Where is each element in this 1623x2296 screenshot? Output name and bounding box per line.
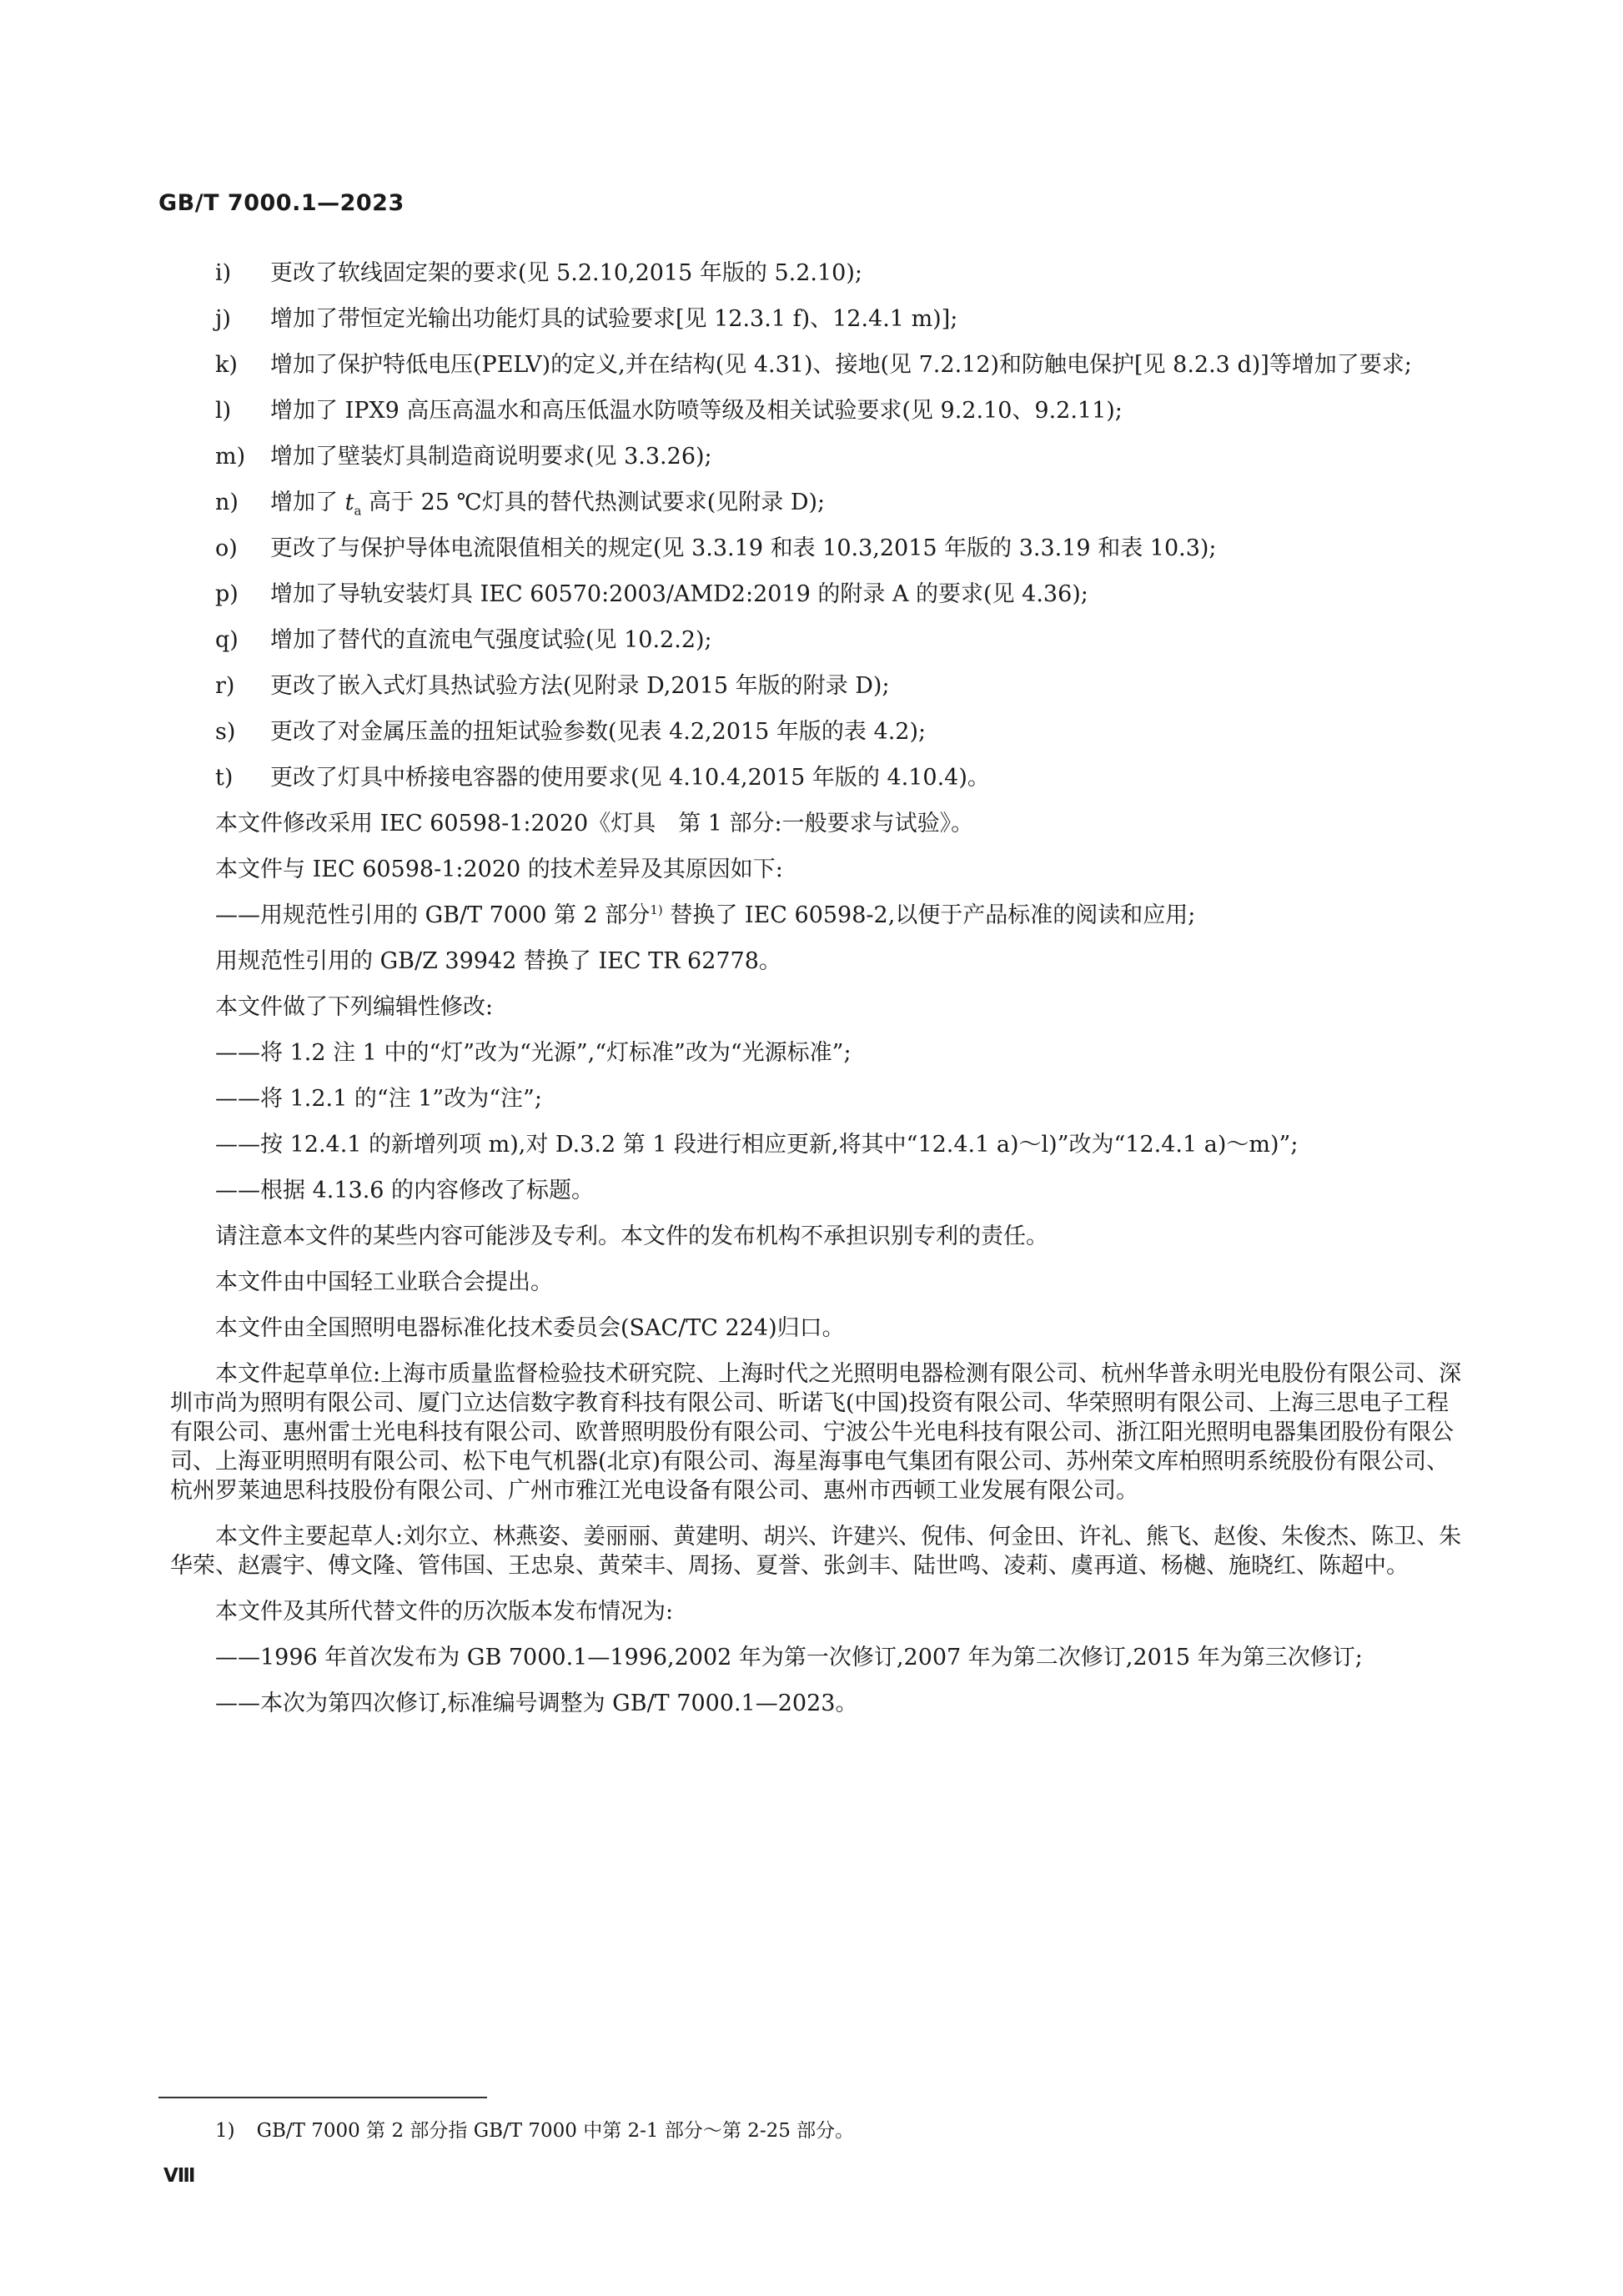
- history-intro: 本文件及其所代替文件的历次版本发布情况为:: [215, 1599, 674, 1625]
- editorial-item: ——根据 4.13.6 的内容修改了标题。: [215, 1178, 595, 1203]
- ambient-temp-subscript: a: [354, 503, 362, 519]
- change-item-label: n): [215, 490, 239, 515]
- editorial-item: ——将 1.2.1 的“注 1”改为“注”;: [215, 1086, 542, 1112]
- change-item-label: p): [215, 581, 239, 607]
- change-item-text: 增加了导轨安装灯具 IEC 60570:2003/AMD2:2019 的附录 A 的要求(见 4.36);: [270, 581, 1088, 607]
- change-item-label: r): [215, 673, 235, 699]
- history-item: ——1996 年首次发布为 GB 7000.1—1996,2002 年为第一次修订,2007 年为第二次修订,2015 年为第三次修订;: [215, 1645, 1363, 1671]
- history-item: ——本次为第四次修订,标准编号调整为 GB/T 7000.1—2023。: [215, 1691, 858, 1716]
- tech-diff-text: 替换了 IEC 60598-2,以便于产品标准的阅读和应用;: [662, 902, 1196, 928]
- change-item-text: 更改了嵌入式灯具热试验方法(见附录 D,2015 年版的附录 D);: [270, 673, 890, 699]
- change-item: [215, 717, 1466, 746]
- adoption-statement: 本文件修改采用 IEC 60598-1:2020《灯具 第 1 部分:一般要求与试验》。: [215, 811, 974, 837]
- change-item-text: 更改了对金属压盖的扭矩试验参数(见表 4.2,2015 年版的表 4.2);: [270, 719, 927, 745]
- change-item-label: m): [215, 444, 246, 470]
- proposer-statement: 本文件由中国轻工业联合会提出。: [215, 1269, 553, 1295]
- ambient-temp-symbol: t: [344, 490, 354, 515]
- change-item: [215, 580, 1466, 609]
- change-item-text: 更改了与保护导体电流限值相关的规定(见 3.3.19 和表 10.3,2015 年版的 3.3.19 和表 10.3);: [270, 535, 1217, 561]
- change-item: [215, 763, 1466, 792]
- patent-notice: 请注意本文件的某些内容可能涉及专利。本文件的发布机构不承担识别专利的责任。: [215, 1223, 1048, 1249]
- footnote: [215, 2118, 854, 2143]
- drafters: 本文件主要起草人:刘尔立、林燕姿、姜丽丽、黄建明、胡兴、许建兴、倪伟、何金田、许礼、熊飞、赵俊、朱俊杰、陈卫、朱华荣、赵震宇、傅文隆、管伟国、王忠泉、黄荣丰、周扬、夏誉、张剑丰、陆世鸣、凌莉、虞再道、杨樾、施晓红、陈超中。: [170, 1524, 1462, 1579]
- document-id-header: GB/T 7000.1—2023: [158, 190, 404, 216]
- footnote-ref: 1): [650, 902, 663, 917]
- committee-statement: 本文件由全国照明电器标准化技术委员会(SAC/TC 224)归口。: [215, 1315, 845, 1341]
- footnote-mark: 1): [215, 2120, 235, 2142]
- change-item: [215, 350, 1466, 379]
- editorial-intro: 本文件做了下列编辑性修改:: [215, 994, 494, 1020]
- change-item-label: s): [215, 719, 236, 745]
- change-item-label: t): [215, 765, 234, 791]
- footnote-divider: [158, 2097, 487, 2098]
- page-number: Ⅷ: [163, 2165, 196, 2187]
- change-item: [215, 671, 1466, 701]
- tech-diff-text: ——用规范性引用的 GB/T 7000 第 2 部分: [215, 902, 651, 928]
- change-item-label: o): [215, 535, 238, 561]
- change-item-text: 更改了软线固定架的要求(见 5.2.10,2015 年版的 5.2.10);: [270, 260, 862, 286]
- change-item-text: 增加了带恒定光输出功能灯具的试验要求[见 12.3.1 f)、12.4.1 m)];: [270, 306, 958, 332]
- change-item: [215, 259, 1466, 288]
- change-item-text: 增加了 IPX9 高压高温水和高压低温水防喷等级及相关试验要求(见 9.2.10、9.2.11);: [270, 398, 1123, 424]
- change-item: [215, 396, 1466, 425]
- change-item-text: [270, 490, 826, 519]
- change-item-label: i): [215, 260, 232, 286]
- change-item-text: 增加了壁装灯具制造商说明要求(见 3.3.26);: [270, 444, 712, 470]
- change-item-label: k): [215, 352, 238, 378]
- change-item-label: j): [215, 306, 231, 332]
- change-item-label: q): [215, 627, 239, 653]
- change-item-text: 增加了保护特低电压(PELV)的定义,并在结构(见 4.31)、接地(见 7.2.12)和防触电保护[见 8.2.3 d)]等增加了要求;: [270, 352, 1412, 378]
- document-body: [170, 259, 1466, 1735]
- change-item-text: 更改了灯具中桥接电容器的使用要求(见 4.10.4,2015 年版的 4.10.4)。: [270, 765, 990, 791]
- change-list: [215, 259, 1466, 792]
- change-item-text: 增加了替代的直流电气强度试验(见 10.2.2);: [270, 627, 712, 653]
- drafting-units: 本文件起草单位:上海市质量监督检验技术研究院、上海时代之光照明电器检测有限公司、杭州华普永明光电股份有限公司、深圳市尚为照明有限公司、厦门立达信数字教育科技有限公司、昕诺飞(中国)投资有限公司、华荣照明有限公司、上海三思电子工程有限公司、惠州雷士光电科技有限公司、欧普照明股份有限公司、宁波公牛光电科技有限公司、浙江阳光照明电器集团股份有限公司、上海亚明照明有限公司、松下电气机器(北京)有限公司、海星海事电气集团有限公司、苏州荣文库柏照明系统股份有限公司、杭州罗莱迪思科技股份有限公司、广州市雅江光电设备有限公司、惠州市西顿工业发展有限公司。: [170, 1361, 1462, 1504]
- change-item: [215, 488, 1466, 517]
- footnote-text: GB/T 7000 第 2 部分指 GB/T 7000 中第 2-1 部分～第 2-25 部分。: [256, 2120, 855, 2142]
- change-item-label: l): [215, 398, 232, 424]
- change-item: [215, 304, 1466, 334]
- tech-diff-item: 用规范性引用的 GB/Z 39942 替换了 IEC TR 62778。: [215, 948, 781, 974]
- tech-diff-intro: 本文件与 IEC 60598-1:2020 的技术差异及其原因如下:: [215, 857, 783, 882]
- editorial-item: ——将 1.2 注 1 中的“灯”改为“光源”,“灯标准”改为“光源标准”;: [215, 1040, 852, 1066]
- editorial-item: ——按 12.4.1 的新增列项 m),对 D.3.2 第 1 段进行相应更新,将其中“12.4.1 a)～l)”改为“12.4.1 a)～m)”;: [215, 1132, 1299, 1158]
- tech-diff-item: [215, 901, 1466, 930]
- change-item-text: 增加了: [270, 490, 345, 515]
- change-item-text: 高于 25 ℃灯具的替代热测试要求(见附录 D);: [361, 490, 826, 515]
- change-item: [215, 625, 1466, 655]
- change-item: [215, 442, 1466, 471]
- change-item: [215, 534, 1466, 563]
